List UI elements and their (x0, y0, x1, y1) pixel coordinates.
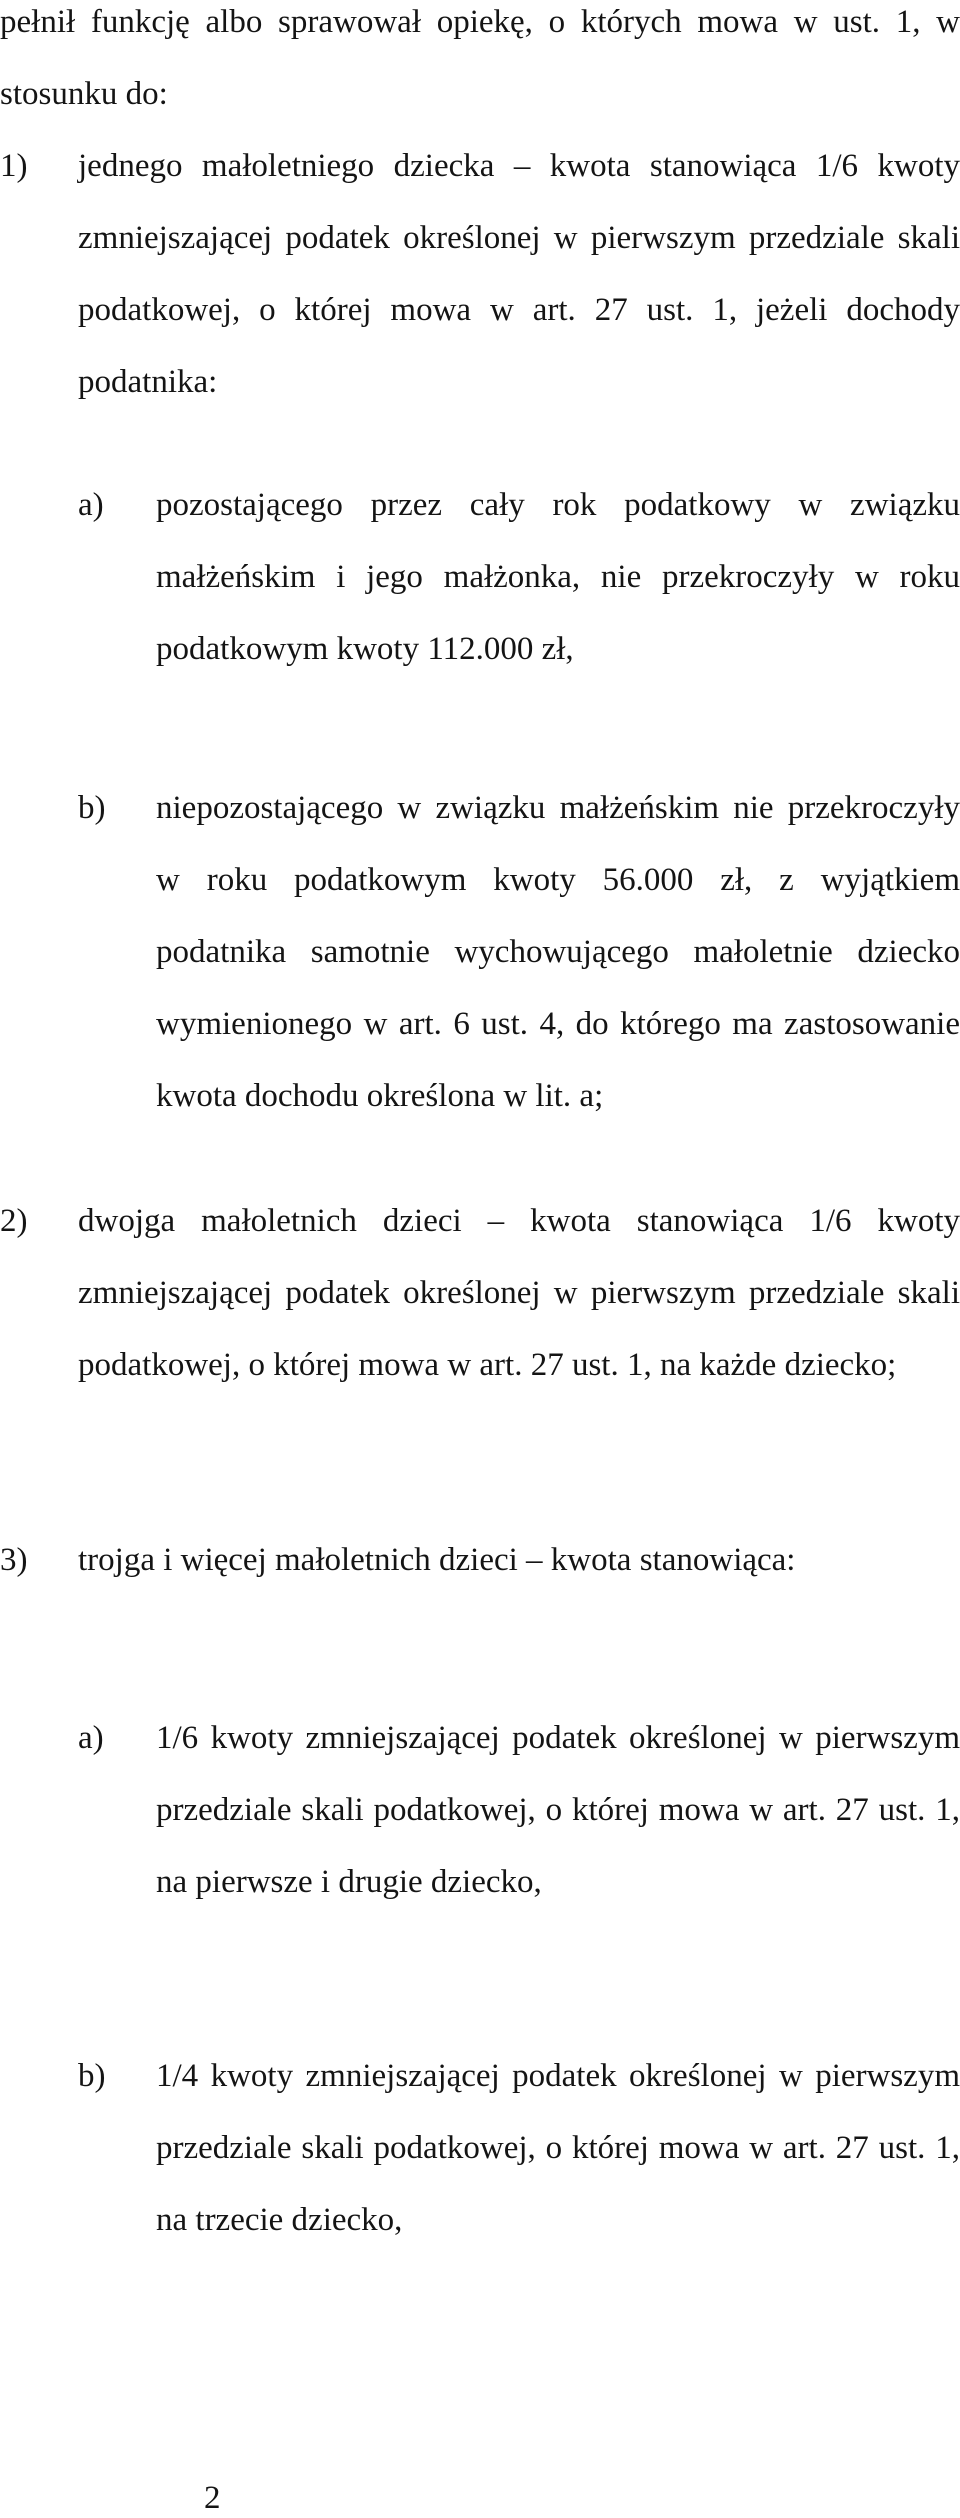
item-3-marker: 3) (0, 1542, 28, 1578)
sub-item-1a-marker: a) (78, 487, 104, 523)
item-1-text: jednego małoletniego dziecka – kwota stanowiąca 1/6 kwoty zmniejszającej podatek określonej w pierwszym przedziale skali podatkowej, o której mowa w art. 27 ust. 1, jeżeli dochody podatnika: (78, 148, 960, 400)
list-item-2 (0, 1185, 960, 1401)
sub-item-1a-text: pozostającego przez cały rok podatkowy w związku małżeńskim i jego małżonka, nie przekroczyły w roku podatkowym kwoty 112.000 zł, (156, 487, 960, 667)
intro-paragraph (0, 0, 960, 130)
sub-item-3a-marker: a) (78, 1720, 104, 1756)
sub-item-1a (78, 469, 960, 685)
sub-item-3b-text: 1/4 kwoty zmniejszającej podatek określonej w pierwszym przedziale skali podatkowej, o której mowa w art. 27 ust. 1, na trzecie dziecko, (156, 2058, 960, 2238)
page-number: 2 (204, 2480, 221, 2516)
sub-item-3b-marker: b) (78, 2058, 106, 2094)
intro-text: pełnił funkcję albo sprawował opiekę, o których mowa w ust. 1, w stosunku do: (0, 4, 960, 112)
sub-item-1b-text: niepozostającego w związku małżeńskim nie przekroczyły w roku podatkowym kwoty 56.000 zł, z wyjątkiem podatnika samotnie wychowującego małoletnie dziecko wymienionego w art. 6 ust. 4, do którego ma zastosowanie kwota dochodu określona w lit. a; (156, 790, 960, 1114)
list-item-3 (0, 1524, 960, 1596)
sub-item-1b (78, 772, 960, 1132)
sub-item-3a (78, 1702, 960, 1918)
list-item-1 (0, 130, 960, 418)
sub-item-3a-text: 1/6 kwoty zmniejszającej podatek określonej w pierwszym przedziale skali podatkowej, o której mowa w art. 27 ust. 1, na pierwsze i drugie dziecko, (156, 1720, 960, 1900)
item-1-marker: 1) (0, 148, 28, 184)
sub-item-3b (78, 2040, 960, 2256)
item-2-marker: 2) (0, 1203, 28, 1239)
item-3-text: trojga i więcej małoletnich dzieci – kwota stanowiąca: (78, 1542, 796, 1578)
sub-item-1b-marker: b) (78, 790, 106, 826)
item-2-text: dwojga małoletnich dzieci – kwota stanowiąca 1/6 kwoty zmniejszającej podatek określonej w pierwszym przedziale skali podatkowej, o której mowa w art. 27 ust. 1, na każde dziecko; (78, 1203, 960, 1383)
